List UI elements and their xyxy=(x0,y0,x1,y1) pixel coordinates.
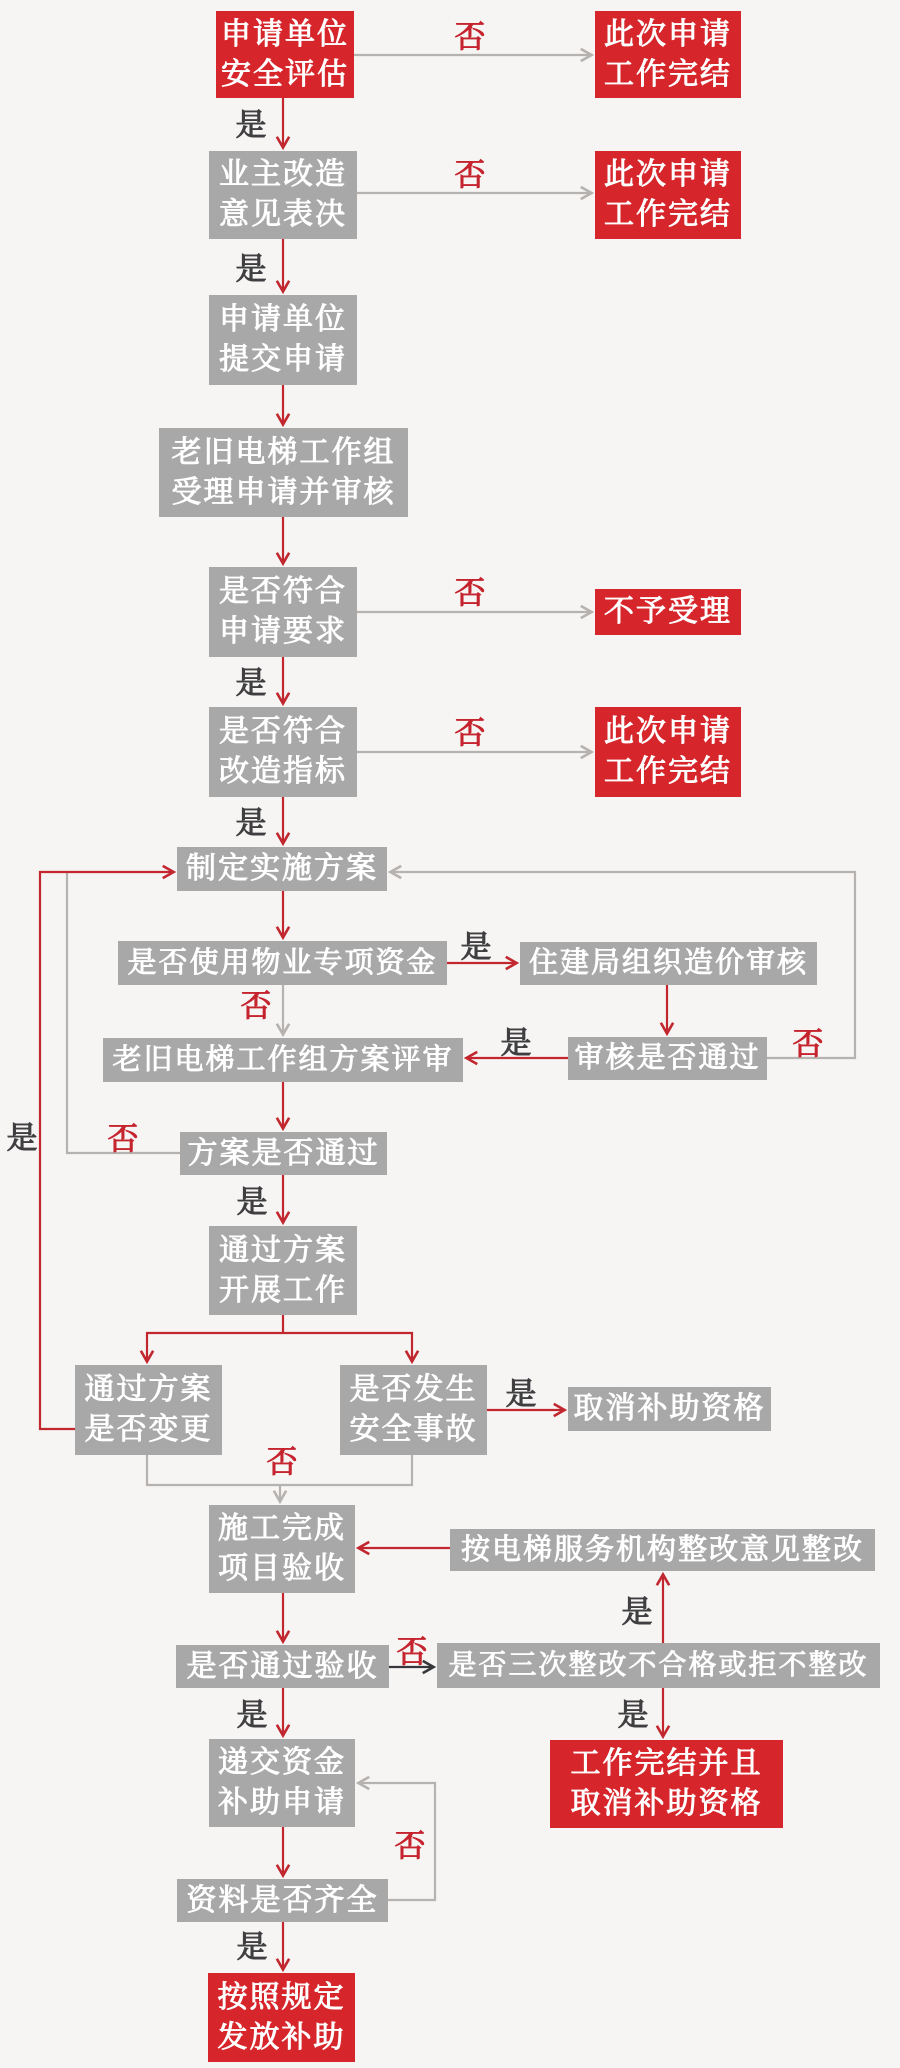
node-three-failed-rectifications xyxy=(437,1643,880,1688)
node-meets-renovation-targets xyxy=(209,707,357,797)
node-cancel-subsidy-eligibility xyxy=(568,1387,771,1431)
node-make-implementation-plan-line: 制定实施方案 xyxy=(186,852,378,886)
node-owner-vote-line: 业主改造 xyxy=(219,158,347,192)
node-application-closed-2 xyxy=(595,151,741,239)
node-workgroup-plan-review xyxy=(103,1038,463,1082)
node-use-property-special-fund xyxy=(118,941,447,985)
node-safety-assessment-line: 安全评估 xyxy=(221,57,349,91)
edge-label-yes-safety: 是 xyxy=(235,107,267,143)
node-submit-application-line: 提交申请 xyxy=(219,343,347,376)
node-safety-assessment-line: 申请单位 xyxy=(221,17,349,51)
node-plan-changed-line: 通过方案 xyxy=(84,1373,213,1407)
node-materials-complete-line: 资料是否齐全 xyxy=(186,1883,379,1917)
node-safety-accident-line: 安全事故 xyxy=(349,1413,478,1446)
node-safety-accident xyxy=(340,1365,487,1455)
node-submit-subsidy-application-line: 递交资金 xyxy=(218,1746,346,1780)
node-application-closed-1 xyxy=(595,11,741,98)
node-make-implementation-plan xyxy=(177,847,387,891)
edge-label-no-targets: 否 xyxy=(454,715,486,751)
node-meets-renovation-targets-line: 是否符合 xyxy=(219,715,347,749)
node-acceptance-passed xyxy=(176,1645,389,1688)
edge-label-no-approved: 否 xyxy=(107,1121,139,1157)
node-grant-subsidy xyxy=(208,1973,355,2062)
node-plan-changed-line: 是否变更 xyxy=(84,1413,213,1446)
node-housing-bureau-cost-review xyxy=(520,942,817,985)
edge-label-no-costpass: 否 xyxy=(792,1026,824,1062)
node-meets-renovation-targets-line: 改造指标 xyxy=(219,755,347,788)
edge-label-yes-changed-loop: 是 xyxy=(6,1120,38,1156)
edge-label-no-materials: 否 xyxy=(394,1828,426,1864)
node-construction-acceptance xyxy=(209,1505,355,1593)
node-construction-acceptance-line: 施工完成 xyxy=(218,1512,346,1546)
node-owner-vote xyxy=(209,151,357,239)
edge-label-yes-requirements: 是 xyxy=(235,665,267,701)
node-not-accepted-line: 不予受理 xyxy=(604,595,732,629)
node-three-failed-rectifications-line: 是否三次整改不合格或拒不整改 xyxy=(448,1649,869,1681)
node-carry-out-plan-line: 开展工作 xyxy=(219,1273,347,1307)
node-owner-vote-line: 意见表决 xyxy=(219,198,347,231)
node-application-closed-2-line: 工作完结 xyxy=(604,198,732,231)
edge-label-no-bracket: 否 xyxy=(266,1444,298,1480)
node-application-closed-3-line: 此次申请 xyxy=(604,715,732,749)
node-application-closed-1-line: 工作完结 xyxy=(604,57,732,91)
node-cancel-subsidy-eligibility-line: 取消补助资格 xyxy=(573,1392,766,1426)
node-use-property-special-fund-line: 是否使用物业专项资金 xyxy=(127,946,438,979)
node-cost-review-passed xyxy=(568,1037,767,1080)
edge-label-yes-fund: 是 xyxy=(460,929,492,965)
node-application-closed-2-line: 此次申请 xyxy=(604,158,732,192)
node-plan-changed xyxy=(75,1365,222,1455)
node-acceptance-passed-line: 是否通过验收 xyxy=(186,1649,379,1683)
node-application-closed-3 xyxy=(595,707,741,797)
edge-label-no-fund: 否 xyxy=(240,988,272,1024)
node-safety-assessment xyxy=(216,11,354,98)
node-workgroup-plan-review-line: 老旧电梯工作组方案评审 xyxy=(112,1043,454,1076)
node-grant-subsidy-line: 发放补助 xyxy=(217,2020,346,2054)
node-grant-subsidy-line: 按照规定 xyxy=(217,1980,346,2014)
node-workgroup-review-line: 老旧电梯工作组 xyxy=(171,435,396,469)
edge-carryout-left-arm xyxy=(147,1333,283,1360)
node-rectify-per-service-agency xyxy=(450,1529,875,1571)
node-meets-application-requirements xyxy=(209,567,357,657)
node-construction-acceptance-line: 项目验收 xyxy=(218,1552,346,1585)
node-plan-approved xyxy=(180,1132,387,1175)
node-application-closed-3-line: 工作完结 xyxy=(604,755,732,788)
edge-carryout-right-arm xyxy=(283,1333,412,1360)
node-meets-application-requirements-line: 申请要求 xyxy=(219,615,347,648)
node-work-closed-cancel-subsidy xyxy=(550,1740,783,1828)
node-cost-review-passed-line: 审核是否通过 xyxy=(574,1042,761,1075)
edge-label-yes-approved: 是 xyxy=(236,1184,268,1220)
edge-label-yes-targets: 是 xyxy=(235,805,267,841)
edge-label-yes-materials: 是 xyxy=(236,1929,268,1965)
node-carry-out-plan-line: 通过方案 xyxy=(219,1233,347,1267)
node-meets-application-requirements-line: 是否符合 xyxy=(219,575,347,609)
node-not-accepted xyxy=(595,589,741,635)
node-work-closed-cancel-subsidy-line: 取消补助资格 xyxy=(570,1787,763,1820)
node-rectify-per-service-agency-line: 按电梯服务机构整改意见整改 xyxy=(460,1533,864,1566)
node-application-closed-1-line: 此次申请 xyxy=(604,17,732,51)
edge-label-yes-vote: 是 xyxy=(235,251,267,287)
edge-label-yes-accident: 是 xyxy=(505,1376,537,1412)
edge-label-no-vote: 否 xyxy=(454,157,486,193)
edge-label-yes-costpass: 是 xyxy=(500,1025,532,1061)
node-safety-accident-line: 是否发生 xyxy=(349,1373,478,1407)
node-submit-subsidy-application-line: 补助申请 xyxy=(218,1786,346,1819)
node-submit-application xyxy=(209,295,357,385)
edge-label-no-requirements: 否 xyxy=(454,575,486,611)
node-workgroup-review-line: 受理申请并审核 xyxy=(171,475,396,509)
edge-label-yes-three-down: 是 xyxy=(617,1697,649,1733)
edge-label-yes-acceptpass: 是 xyxy=(236,1697,268,1733)
node-submit-subsidy-application xyxy=(209,1739,355,1827)
node-submit-application-line: 申请单位 xyxy=(219,303,347,337)
node-plan-approved-line: 方案是否通过 xyxy=(187,1136,380,1170)
edge-approved-no-loop xyxy=(67,873,180,1153)
node-work-closed-cancel-subsidy-line: 工作完结并且 xyxy=(570,1747,763,1781)
node-materials-complete xyxy=(177,1879,388,1922)
node-carry-out-plan xyxy=(209,1226,357,1315)
node-housing-bureau-cost-review-line: 住建局组织造价审核 xyxy=(528,947,808,980)
edge-label-yes-three-up: 是 xyxy=(621,1594,653,1630)
node-workgroup-review xyxy=(159,428,408,517)
edge-label-no-acceptpass: 否 xyxy=(396,1634,428,1670)
edge-label-no-safety: 否 xyxy=(454,19,486,55)
